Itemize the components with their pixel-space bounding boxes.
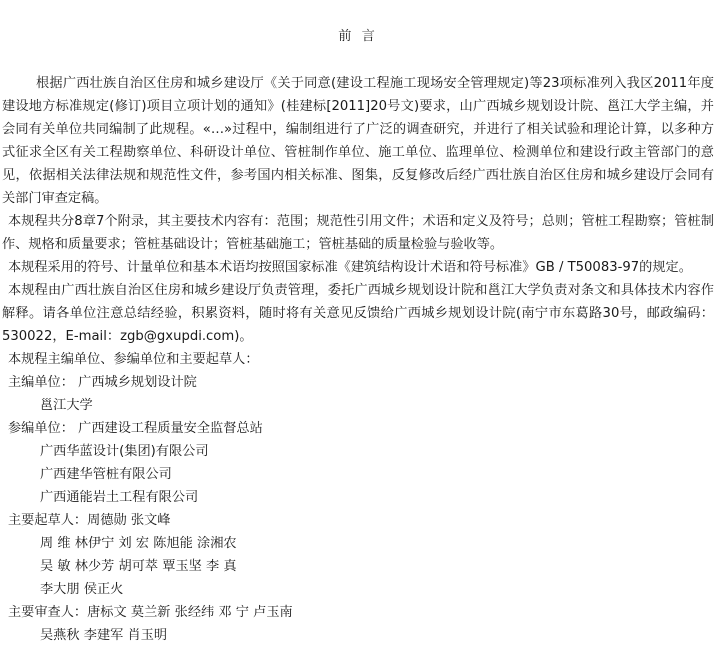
contributors-heading: 本规程主编单位、参编单位和主要起草人： xyxy=(8,352,259,367)
main-reviewers-2: 吴燕秋 李建军 肖玉明 xyxy=(40,628,168,643)
participating-unit-4: 广西通能岩土工程有限公司 xyxy=(40,490,199,505)
management-paragraph: 本规程由广西壮族自治区住房和城乡建设厅负责管理，委托广西城乡规划设计院和邕江大学负责对条文和具体技术内容作解释。请各单位注意总结经验，积累资料，随时将有关意见反馈给广西城乡规划设计院(南宁市东葛路30号，邮政编码：530022，E-mail：zgb@gxupdi.com)。 xyxy=(2,283,714,344)
participating-unit-3: 广西建华管桩有限公司 xyxy=(40,467,172,482)
symbols-paragraph: 本规程采用的符号、计量单位和基本术语均按照国家标准《建筑结构设计术语和符号标准》GB / T50083-97的规定。 xyxy=(8,260,692,275)
main-drafters-2: 周 维 林伊宁 刘 宏 陈旭能 涂湘农 xyxy=(40,536,237,551)
main-drafters: 主要起草人：周德勋 张文峰 xyxy=(8,513,171,528)
main-drafters-4: 李大朋 侯正火 xyxy=(40,582,124,597)
chief-editor-unit-2: 邕江大学 xyxy=(40,398,93,413)
intro-paragraph: 根据广西壮族自治区住房和城乡建设厅《关于同意(建设工程施工现场安全管理规定)等23项标准列入我区2011年度建设地方标准规定(修订)项目立项计划的通知》(桂建标[2011]20号文)要求，山广西城乡规划设计院、邕江大学主编，并会同有关单位共同编制了此规程。«…»过程中，编制组进行了广泛的调查研究，并进行了相关试验和理论计算，以多种方式征求全区有关工程勘察单位、科研设计单位、管桩制作单位、施工单位、监理单位、检测单位和建设行政主管部门的意见，依据相关法律法规和规范性文件，参考国内相关标准、图集，反复修改后经广西壮族自治区住房和城乡建设厅会同有关部门审查定稿。 xyxy=(2,76,714,206)
contents-paragraph: 本规程共分8章7个附录，其主要技术内容有：范围；规范性引用文件；术语和定义及符号；总则；管桩工程勘察；管桩制作、规格和质量要求；管桩基础设计；管桩基础施工；管桩基础的质量检验与验收等。 xyxy=(2,214,714,252)
chief-editor-unit: 主编单位： 广西城乡规划设计院 xyxy=(8,375,197,390)
main-drafters-3: 吴 敏 林少芳 胡可萃 覃玉坚 李 真 xyxy=(40,559,237,574)
participating-unit-2: 广西华蓝设计(集团)有限公司 xyxy=(40,444,209,459)
document-title: 前 言 xyxy=(338,29,378,44)
main-reviewers: 主要审查人：唐标文 莫兰新 张经纬 邓 宁 卢玉南 xyxy=(8,605,293,620)
participating-unit: 参编单位： 广西建设工程质量安全监督总站 xyxy=(8,421,263,436)
